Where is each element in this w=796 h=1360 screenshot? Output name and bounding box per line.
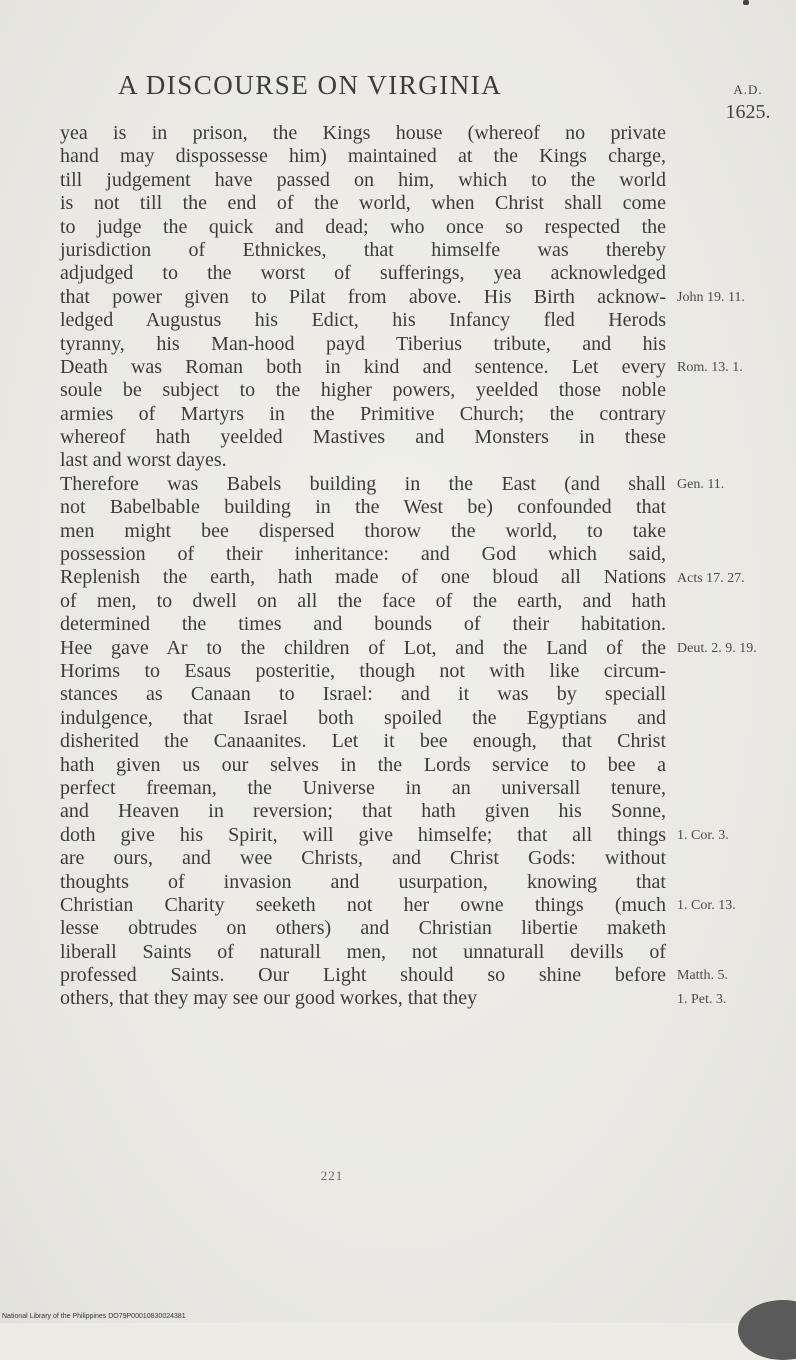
margin-reference: 1. Pet. 3. [677, 991, 727, 1007]
text-line: armies of Martyrs in the Primitive Church; the contrary [60, 402, 666, 425]
text-line: that power given to Pilat from above. His Birth acknow- [60, 285, 666, 308]
page-speck [743, 0, 749, 5]
text-line: doth give his Spirit, will give himselfe; that all things [60, 823, 666, 846]
running-title: A DISCOURSE ON VIRGINIA [118, 70, 503, 100]
era-label: A.D. [733, 82, 763, 97]
text-line: till judgement have passed on him, which to the world [60, 168, 666, 191]
body-text [60, 122, 666, 1011]
text-line: professed Saints. Our Light should so shine before [60, 964, 666, 987]
text-line: whereof hath yeelded Mastives and Monsters in these [60, 426, 666, 449]
text-line: soule be subject to the higher powers, yeelded those noble [60, 379, 666, 402]
margin-reference: Rom. 13. 1. [677, 360, 743, 375]
text-line: hath given us our selves in the Lords service to bee a [60, 753, 666, 776]
year-value: 1625. [725, 101, 771, 123]
page-number: 221 [320, 1168, 344, 1183]
scanner-shadow [738, 1300, 796, 1360]
text-line: of men, to dwell on all the face of the earth, and hath [60, 589, 666, 612]
text-line: Replenish the earth, hath made of one bloud all Nations [60, 566, 666, 589]
text-line: liberall Saints of naturall men, not unnaturall devills of [60, 940, 666, 963]
text-line: yea is in prison, the Kings house (whereof no private [60, 122, 666, 144]
text-line: is not till the end of the world, when Christ shall come [60, 192, 666, 215]
text-line: Therefore was Babels building in the East (and shall [60, 472, 666, 495]
text-line: others, that they may see our good workes, that they [60, 987, 478, 1010]
text-line: disherited the Canaanites. Let it bee enough, that Christ [60, 730, 666, 753]
text-line: lesse obtrudes on others) and Christian libertie maketh [60, 917, 666, 940]
margin-reference: John 19. 11. [677, 289, 745, 305]
text-line: jurisdiction of Ethnickes, that himselfe was thereby [60, 238, 666, 261]
text-line: indulgence, that Israel both spoiled the Egyptians and [60, 706, 666, 729]
text-line: Death was Roman both in kind and sentence. Let every [60, 355, 666, 378]
text-line: are ours, and wee Christs, and Christ Gods: without [60, 847, 666, 870]
text-line: hand may dispossesse him) maintained at the Kings charge, [60, 145, 666, 168]
text-line: adjudged to the worst of sufferings, yea acknowledged [60, 262, 666, 285]
margin-reference: Matth. 5. [677, 968, 728, 984]
margin-reference: 1. Cor. 3. [677, 828, 729, 843]
text-line: possession of their inheritance: and God which said, [60, 543, 666, 566]
text-line: thoughts of invasion and usurpation, knowing that [60, 870, 666, 893]
text-line: to judge the quick and dead; who once so respected the [60, 215, 666, 238]
text-line: Horims to Esaus posteritie, though not with like circum- [60, 659, 666, 682]
text-line: men might bee dispersed thorow the world, to take [60, 519, 666, 542]
text-line: perfect freeman, the Universe in an universall tenure, [60, 776, 666, 799]
text-line: and Heaven in reversion; that hath given his Sonne, [60, 800, 666, 823]
margin-reference: Acts 17. 27. [677, 570, 745, 586]
margin-reference: 1. Cor. 13. [677, 898, 736, 914]
margin-reference: Gen. 11. [677, 477, 725, 492]
text-line: determined the times and bounds of their habitation. [60, 613, 666, 636]
text-line: Hee gave Ar to the children of Lot, and the Land of the [60, 636, 666, 659]
text-line: tyranny, his Man-hood payd Tiberius tribute, and his [60, 332, 666, 355]
scan-footer-stamp: National Library of the Philippines DO79P00010830024381 [2, 1313, 186, 1320]
text-line: last and worst dayes. [60, 449, 227, 472]
text-line: stances as Canaan to Israel: and it was by speciall [60, 683, 666, 706]
margin-reference: Deut. 2. 9. 19. [677, 640, 757, 656]
text-line: Christian Charity seeketh not her owne things (much [60, 893, 666, 916]
text-line: ledged Augustus his Edict, his Infancy fled Herods [60, 309, 666, 332]
year-label [718, 80, 778, 122]
text-line: not Babelbable building in the West be) confounded that [60, 496, 666, 519]
